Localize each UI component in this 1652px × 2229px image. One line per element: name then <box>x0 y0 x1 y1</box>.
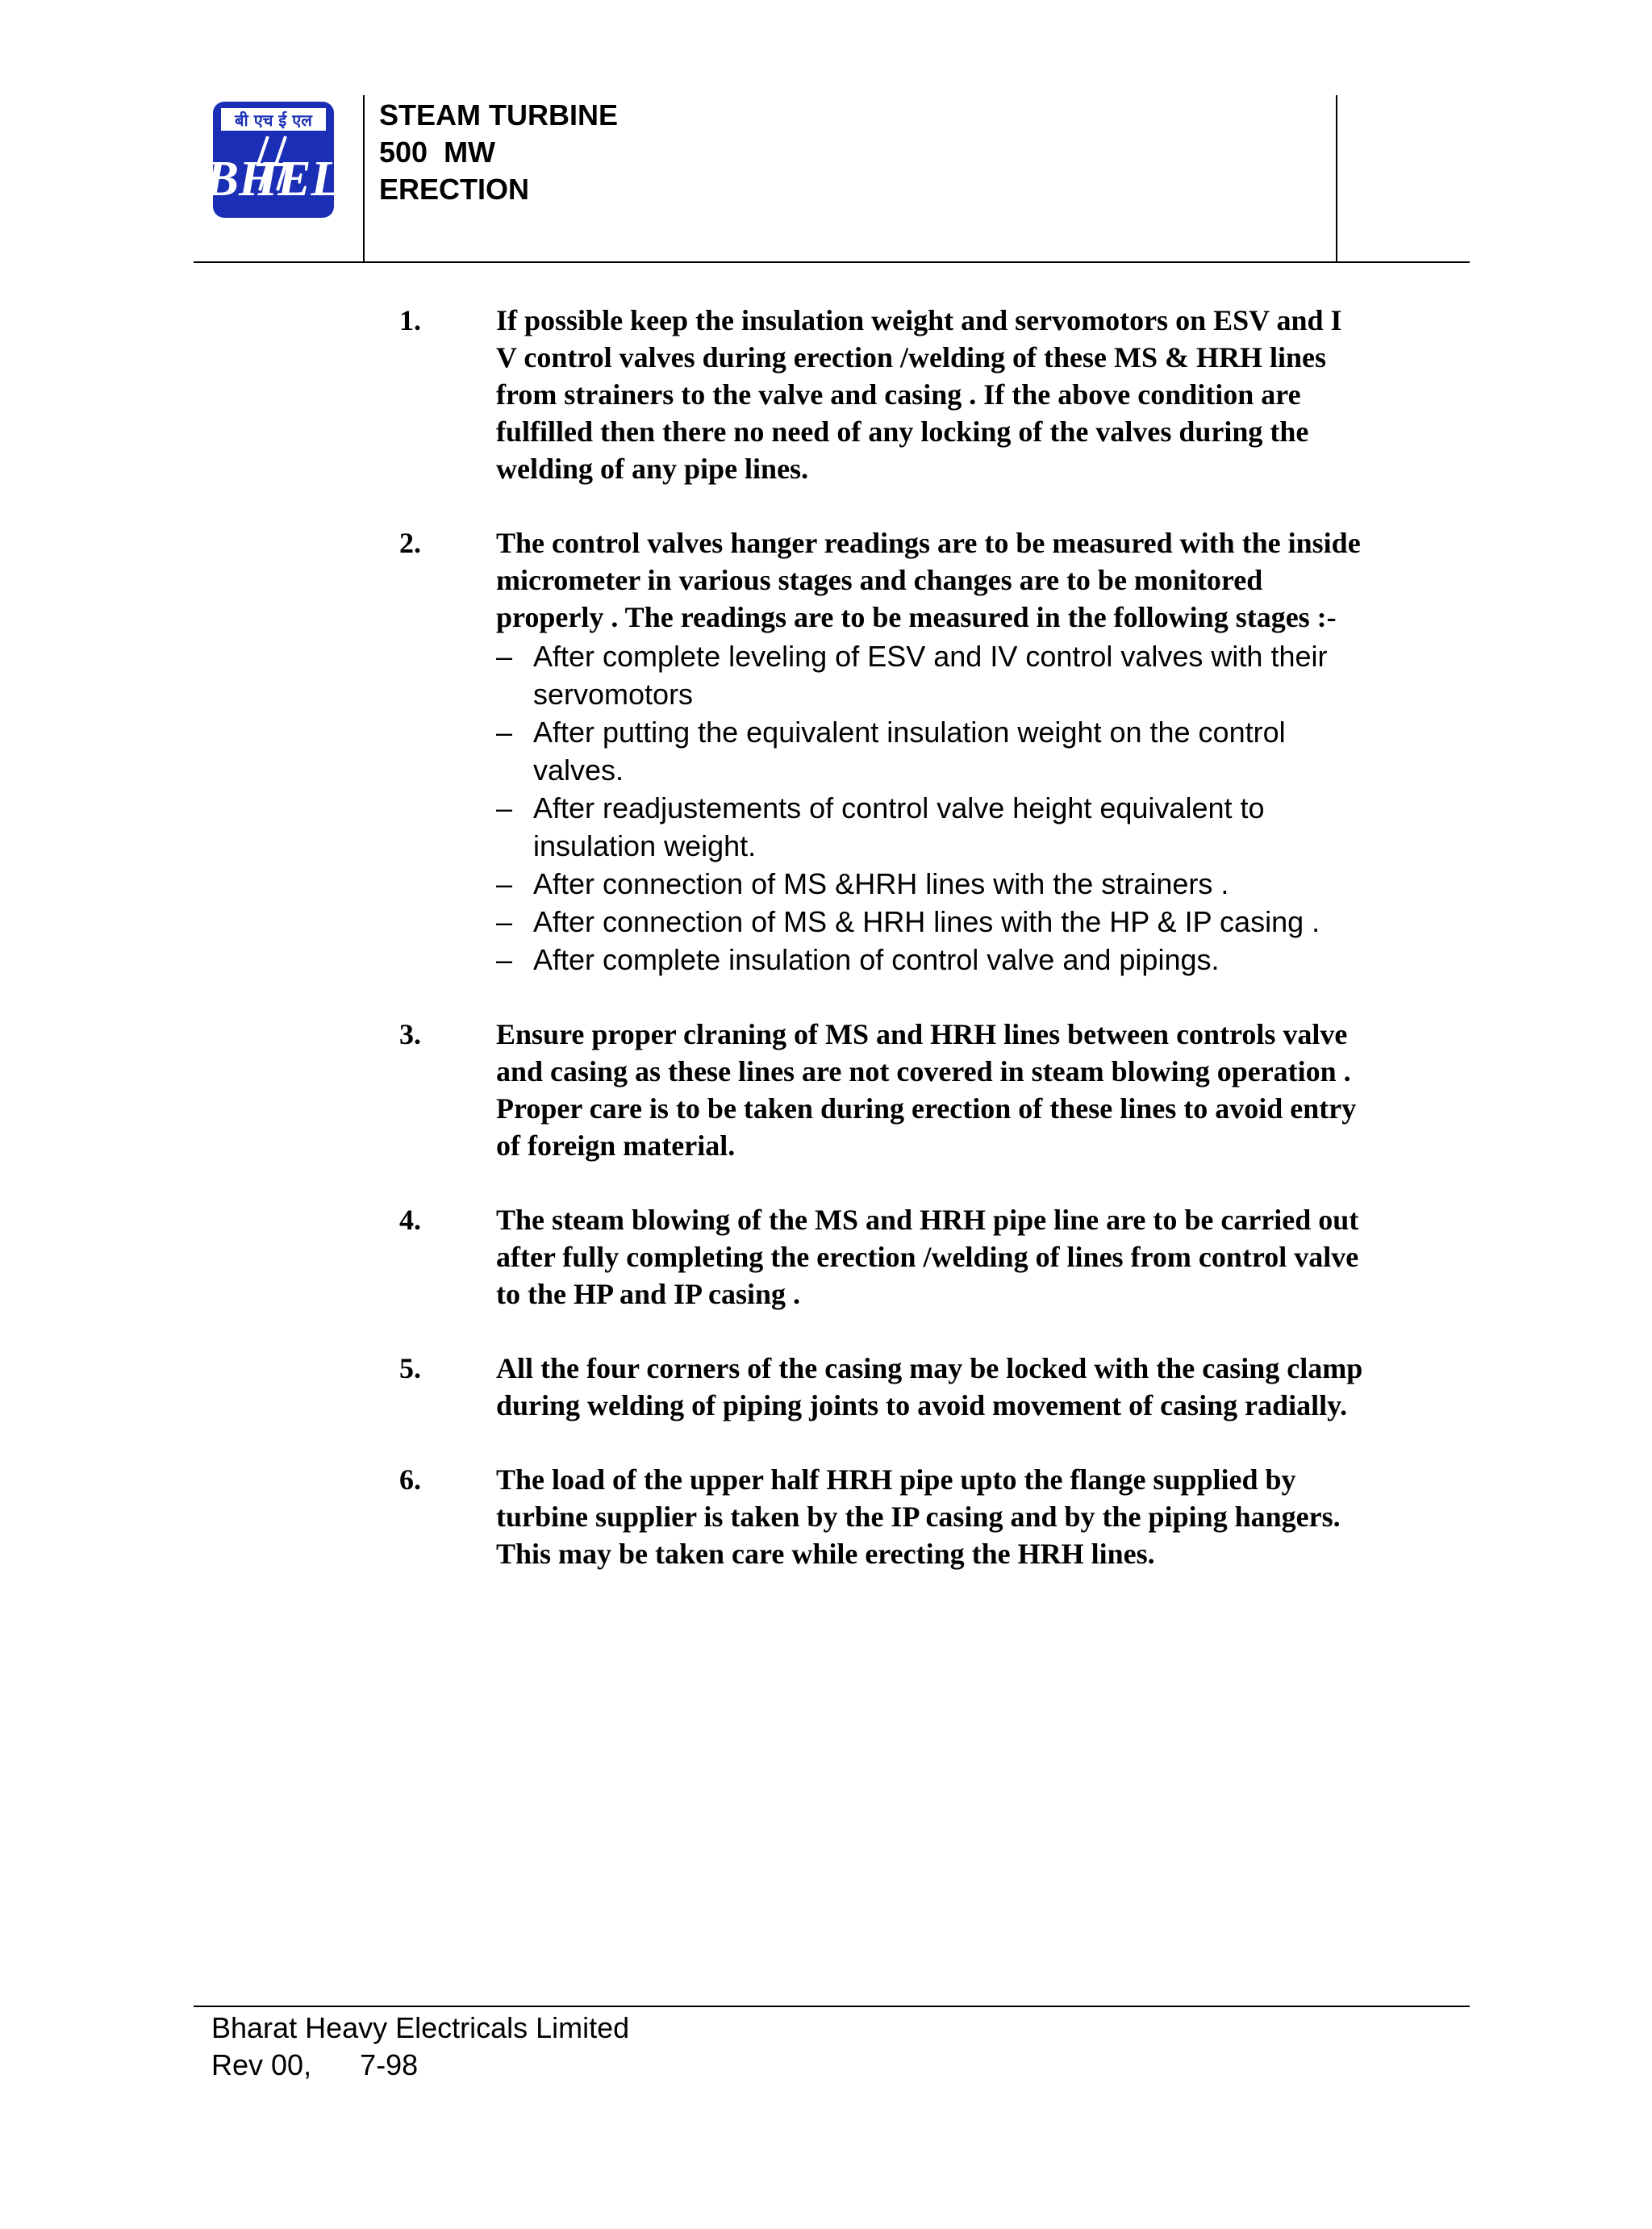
list-item <box>399 1461 1480 1572</box>
item-text: All the four corners of the casing may be locked with the casing clamp during welding of piping joints to avoid movement of casing radially. <box>496 1352 1363 1421</box>
dash-bullet-icon: – <box>496 867 513 900</box>
item-text: The control valves hanger readings are to be measured with the inside micrometer in various stages and changes are to be monitored properly . The readings are to be measured in the following stages :- <box>496 527 1361 633</box>
sub-item-text: After putting the equivalent insulation weight on the control valves. <box>533 716 1286 787</box>
item-text: If possible keep the insulation weight and servomotors on ESV and I V control valves during erection /welding of these MS & HRH lines from strainers to the valve and casing . If the above condition are fulfilled then there no need of any locking of the valves during the welding of any pipe lines. <box>496 304 1342 485</box>
logo-hindi-text: बी एच ई एल <box>235 111 312 130</box>
header-rule <box>194 261 1470 263</box>
sub-item <box>496 941 1480 979</box>
page-footer <box>211 2010 629 2084</box>
instruction-list <box>399 302 1480 1609</box>
sub-item-text: After complete insulation of control valve and pipings. <box>533 943 1220 976</box>
list-item <box>399 524 1480 979</box>
sub-item-text: After readjustements of control valve height equivalent to insulation weight. <box>533 791 1265 862</box>
list-item <box>399 302 1480 487</box>
item-number: 1. <box>399 304 421 336</box>
dash-bullet-icon: – <box>496 943 513 976</box>
stage-sublist <box>496 637 1480 979</box>
footer-company: Bharat Heavy Electricals Limited <box>211 2011 630 2044</box>
list-item <box>399 1016 1480 1164</box>
dash-bullet-icon: – <box>496 791 513 824</box>
item-text: The load of the upper half HRH pipe upto the flange supplied by turbine supplier is taken by the IP casing and by the piping hangers. This may be taken care while erecting the HRH lines. <box>496 1463 1341 1570</box>
sub-item-text: After connection of MS & HRH lines with the HP & IP casing . <box>533 905 1320 938</box>
sub-item <box>496 789 1480 865</box>
dash-bullet-icon: – <box>496 640 513 673</box>
item-number: 4. <box>399 1204 421 1236</box>
header-divider-right <box>1336 95 1337 263</box>
document-title <box>379 97 618 208</box>
header-divider-left <box>363 95 365 263</box>
logo-letters: BHEL <box>211 152 336 207</box>
bhel-logo-icon <box>211 100 336 219</box>
sub-item <box>496 903 1480 941</box>
title-line-1: STEAM TURBINE <box>379 98 618 131</box>
sub-item <box>496 713 1480 789</box>
title-line-3: ERECTION <box>379 173 530 206</box>
footer-rule <box>194 2006 1470 2007</box>
footer-revision <box>211 2047 629 2084</box>
title-line-2: 500 MW <box>379 136 496 169</box>
sub-item <box>496 865 1480 903</box>
item-number: 5. <box>399 1352 421 1384</box>
dash-bullet-icon: – <box>496 905 513 938</box>
item-text: The steam blowing of the MS and HRH pipe line are to be carried out after fully completing the erection /welding of lines from control valve to the HP and IP casing . <box>496 1204 1359 1310</box>
footer-date: 7-98 <box>360 2048 419 2081</box>
dash-bullet-icon: – <box>496 716 513 749</box>
sub-item <box>496 637 1480 713</box>
item-number: 2. <box>399 527 421 559</box>
sub-item-text: After complete leveling of ESV and IV control valves with their servomotors <box>533 640 1328 711</box>
list-item <box>399 1350 1480 1424</box>
list-item <box>399 1201 1480 1313</box>
item-text: Ensure proper clraning of MS and HRH lines between controls valve and casing as these lines are not covered in steam blowing operation . Proper care is to be taken during erection of these lines to avoid entry of foreign material. <box>496 1018 1357 1162</box>
item-number: 6. <box>399 1463 421 1496</box>
sub-item-text: After connection of MS &HRH lines with the strainers . <box>533 867 1229 900</box>
item-number: 3. <box>399 1018 421 1050</box>
footer-rev: Rev 00, <box>211 2048 312 2081</box>
